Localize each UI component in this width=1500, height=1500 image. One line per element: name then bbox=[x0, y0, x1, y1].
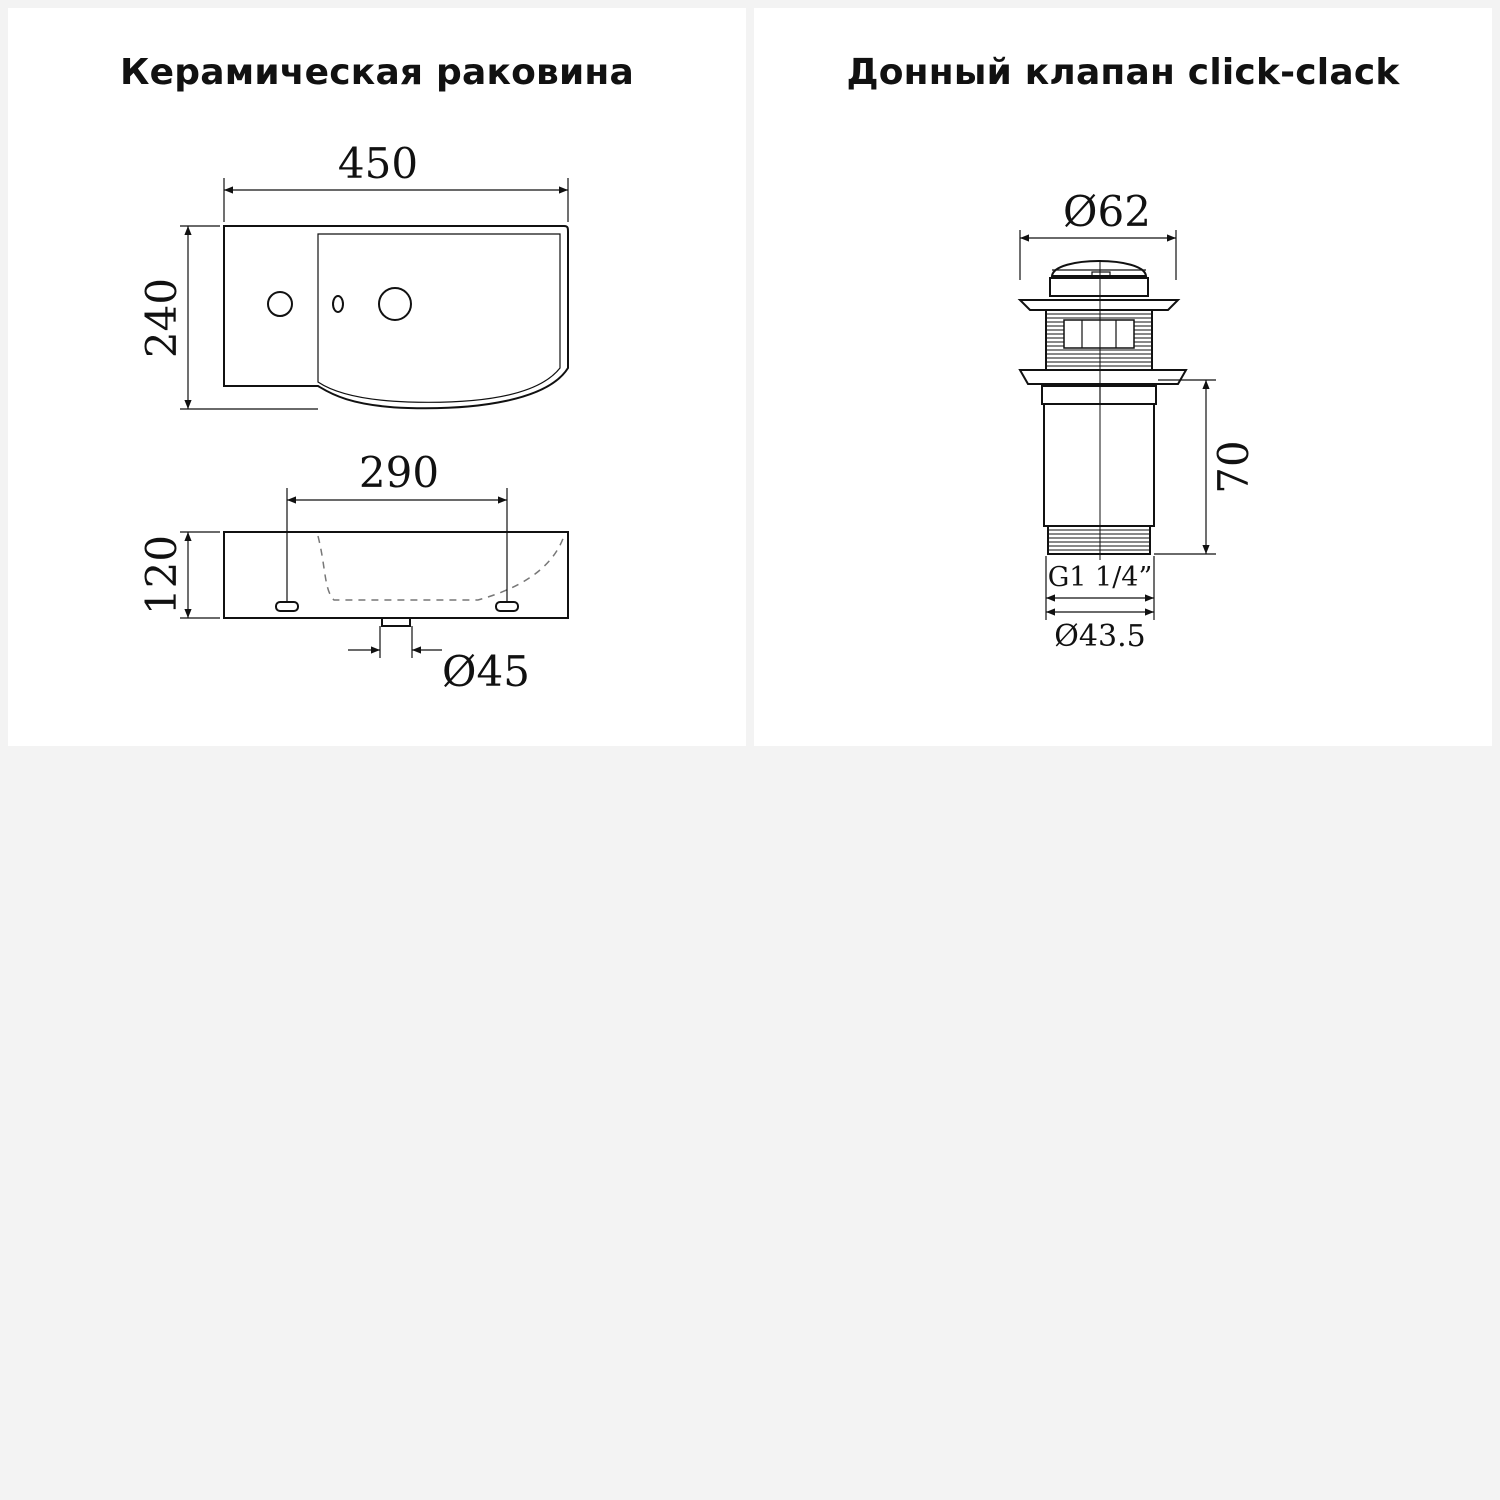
dimension-cap-diameter bbox=[1020, 187, 1176, 280]
sink-drawing bbox=[8, 8, 746, 746]
valve-panel bbox=[754, 8, 1492, 746]
dimension-thread bbox=[1046, 556, 1154, 654]
drain-diameter-label: Ø45 bbox=[442, 647, 530, 696]
cap-diameter-label: Ø62 bbox=[1063, 187, 1151, 236]
hole-spacing-label: 290 bbox=[358, 448, 440, 497]
height-label: 120 bbox=[137, 534, 186, 616]
dimension-width bbox=[224, 139, 568, 222]
dimension-drain bbox=[348, 626, 530, 696]
mount-slot-left bbox=[276, 602, 298, 611]
sink-panel bbox=[8, 8, 746, 746]
dimension-depth bbox=[137, 226, 318, 409]
valve-title: Донный клапан click-clack bbox=[846, 52, 1400, 93]
mixer-hole-right bbox=[379, 288, 411, 320]
mount-slot-right bbox=[496, 602, 518, 611]
length-label: 70 bbox=[1209, 440, 1258, 494]
depth-label: 240 bbox=[137, 277, 186, 359]
mixer-hole-left bbox=[268, 292, 292, 316]
sink-title: Керамическая раковина bbox=[119, 52, 634, 93]
thread-diameter-label: Ø43.5 bbox=[1054, 619, 1146, 654]
drain-outlet bbox=[382, 618, 410, 626]
dimension-height bbox=[137, 532, 220, 618]
sink-top-view bbox=[224, 226, 568, 408]
valve-drawing bbox=[754, 8, 1492, 746]
overflow-hole bbox=[333, 296, 343, 312]
thread-label: G1 1/4” bbox=[1047, 562, 1153, 593]
width-label: 450 bbox=[337, 139, 419, 188]
valve-body bbox=[1020, 260, 1186, 560]
dimension-length bbox=[1154, 380, 1258, 554]
sink-front-view bbox=[224, 532, 568, 626]
dimension-hole-spacing bbox=[287, 448, 507, 602]
